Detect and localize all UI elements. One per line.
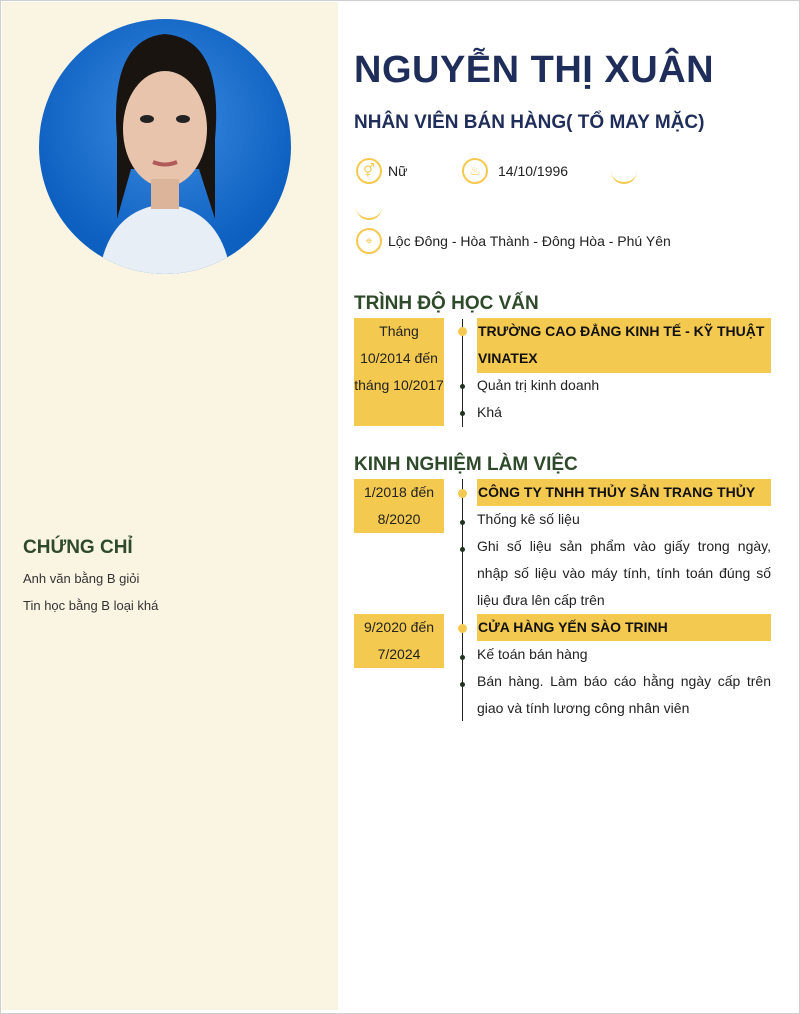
bullet xyxy=(460,411,465,416)
bullet xyxy=(460,384,465,389)
education-heading: TRÌNH ĐỘ HỌC VẤN xyxy=(354,293,539,314)
job-title: NHÂN VIÊN BÁN HÀNG( TỔ MAY MẶC) xyxy=(354,112,705,133)
bullet xyxy=(460,520,465,525)
bullet xyxy=(460,655,465,660)
profile-photo xyxy=(39,19,291,274)
email-icon xyxy=(356,194,382,220)
bullet xyxy=(460,547,465,552)
job-task: Kế toán bán hàng xyxy=(477,646,588,662)
job-task: Thống kê số liệu xyxy=(477,511,580,527)
address-value: Lộc Đông - Hòa Thành - Đông Hòa - Phú Yên xyxy=(388,233,671,249)
job-date: 9/2020 đến 7/2024 xyxy=(354,614,444,668)
address-info xyxy=(356,228,671,254)
timeline-dot xyxy=(458,624,467,633)
gender-info xyxy=(356,158,407,184)
certificates-heading: CHỨNG CHỈ xyxy=(23,537,133,558)
job-task: Bán hàng. Làm báo cáo hằng ngày cấp trên giao và tính lương công nhân viên xyxy=(477,673,771,716)
job-date: 1/2018 đến 8/2020 xyxy=(354,479,444,533)
certificate-item: Anh văn bằng B giỏi xyxy=(23,571,140,586)
company-name: CỬA HÀNG YẾN SÀO TRINH xyxy=(477,614,771,641)
phone-icon xyxy=(611,158,637,184)
certificate-item: Tin học bằng B loại khá xyxy=(23,598,159,613)
job-task: Ghi số liệu sản phẩm vào giấy trong ngày, nhập số liệu vào máy tính, tính toán đúng số liệu đưa lên cấp trên xyxy=(477,538,771,608)
school-name: TRƯỜNG CAO ĐẲNG KINH TẾ - KỸ THUẬT VINATEX xyxy=(477,318,771,373)
education-grade: Khá xyxy=(477,404,502,420)
sidebar xyxy=(2,2,338,1010)
timeline-dot xyxy=(458,489,467,498)
company-name: CÔNG TY TNHH THỦY SẢN TRANG THỦY xyxy=(477,479,771,506)
experience-heading: KINH NGHIỆM LÀM VIỆC xyxy=(354,454,578,475)
map-pin-icon: ⌖ xyxy=(356,228,382,254)
birthday-info xyxy=(462,158,568,184)
education-major: Quản trị kinh doanh xyxy=(477,377,600,393)
timeline-dot xyxy=(458,327,467,336)
birthday-value: 14/10/1996 xyxy=(498,163,569,179)
full-name: NGUYỄN THỊ XUÂN xyxy=(354,49,715,91)
education-date: Tháng 10/2014 đến tháng 10/2017 xyxy=(354,318,444,426)
bullet xyxy=(460,682,465,687)
gender-icon: ⚥ xyxy=(356,158,382,184)
birthday-cake-icon: ♨ xyxy=(462,158,488,184)
gender-value: Nữ xyxy=(388,163,408,179)
